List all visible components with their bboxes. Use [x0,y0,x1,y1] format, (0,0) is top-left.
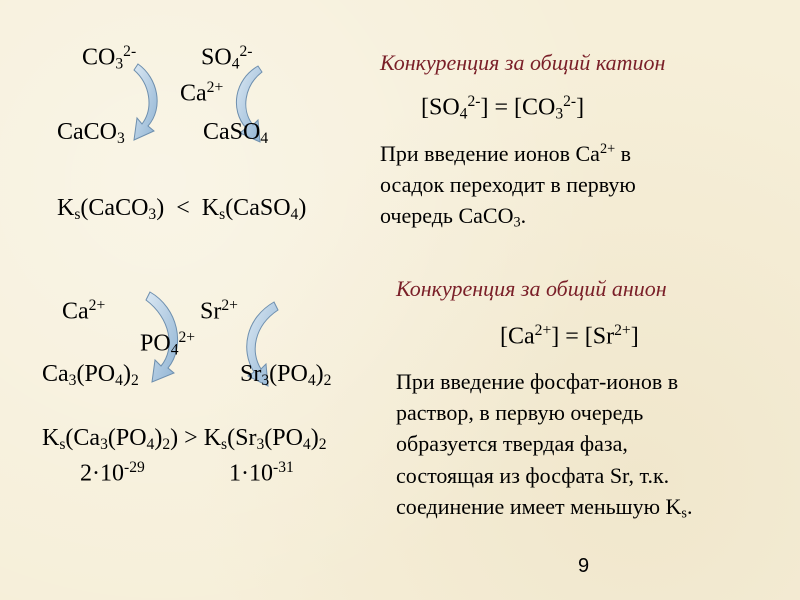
heading-anion-competition: Конкуренция за общий анион [396,276,667,301]
equation-ca-sr: $[Ca^{2+}] = [Sr^{2+}]$ [500,322,639,350]
formula-ca-ion-bottom: $Ca^{2+}$ [62,297,106,325]
heading-cation-competition: Конкуренция за общий катион [380,50,666,75]
ks-comparison-bottom: $K_s(Ca_3(PO_4)_2) > K_s(Sr_3(PO_4)_2$ [42,425,327,453]
ks-value-sr3po42: $1\cdot 10^{-31}$ [229,459,294,487]
ks-comparison-top: $K_s(CaCO_3)$ < $K_s(CaSO_4)$ [57,195,307,223]
formula-sr3po42: $Sr_3(PO_4)_2$ [240,361,332,389]
formula-caso4: CaSO$_4$ [203,119,269,147]
ks-value-ca3po42: $2\cdot 10^{-29}$ [80,459,145,487]
page-number: 9 [578,555,590,577]
equation-so4-co3: $[SO_4^{2-}] = [CO_3^{2-}]$ [421,93,585,123]
formula-ca3po42: $Ca_3(PO_4)_2$ [42,361,139,389]
formula-po4: $PO_4^{2+}$ [140,329,196,359]
anion-explanation: При введение фосфат-ионов в раствор, в первую очередь образуется твердая фаза, состоящая из фосфата Sr, т.к. соединение имеет меньшую $K_s$. [396,369,693,522]
formula-caco3: CaCO$_3$ [57,119,125,147]
curved-arrow-icon [134,64,157,140]
formula-co3: $CO_3^{2-}$ [82,43,137,73]
formula-sr-ion: $Sr^{2+}$ [200,297,238,325]
formula-ca-ion: $Ca^{2+}$ [180,79,224,107]
formula-so4: $SO_4^{2-}$ [201,43,253,73]
cation-explanation: При введение ионов $Ca^{2+}$ в осадок переходит в первую очередь CaCO$_3$. [380,141,636,232]
